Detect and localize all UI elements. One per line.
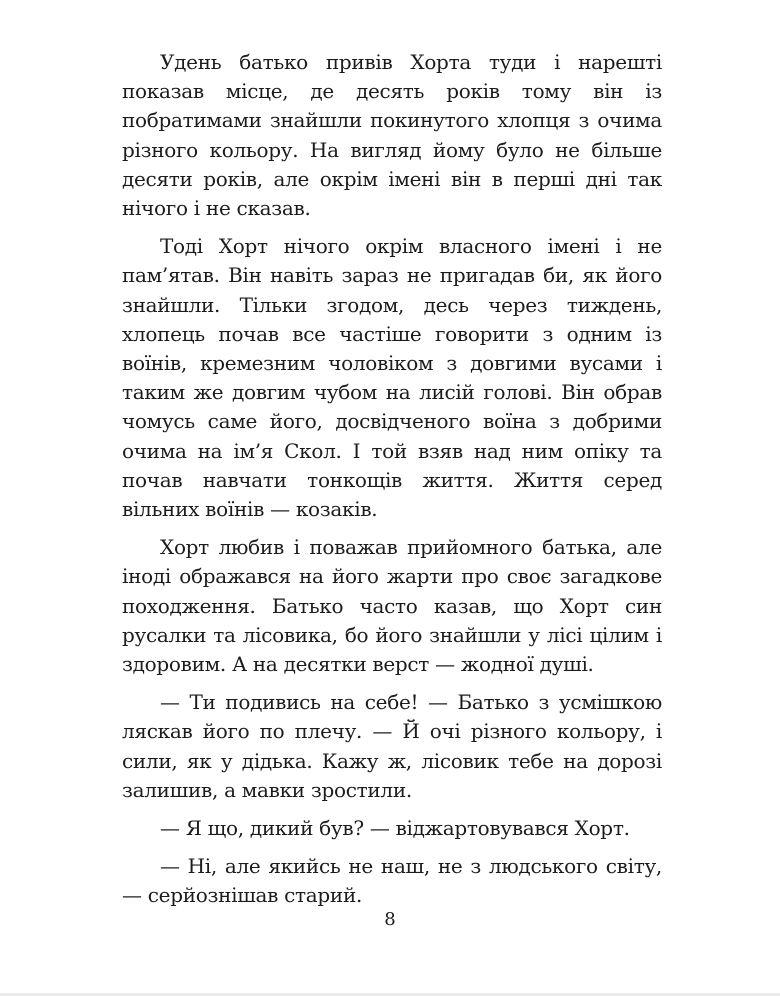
body-text	[122, 48, 662, 920]
paragraph-5-dialogue: — Я що, дикий був? — віджартовувався Хорт.	[160, 816, 630, 841]
paragraph-1: Удень батько привів Хорта туди і нарешті показав місце, де десять років тому він із побратимами знайшли покинутого хлопця з очима різного кольору. На вигляд йому було не більше десяти років, але окрім імені він в перші дні так нічого і не сказав.	[122, 50, 662, 221]
paragraph-2: Тоді Хорт нічого окрім власного імені і не пам’ятав. Він навіть зараз не пригадав би, як його знайшли. Тільки згодом, десь через тиждень, хлопець почав все частіше говорити з одним із воїнів, кремезним чоловіком з довгими вусами і таким же довгим чубом на лисій голові. Він обрав чомусь саме його, досвідченого воїна з добрими очима на ім’я Скол. І той взяв над ним опіку та почав навчати тонкощів життя. Життя серед вільних воїнів — козаків.	[122, 234, 662, 522]
paragraph-6-dialogue: — Ні, але якийсь не наш, не з людського світу, — серйознішав старий.	[122, 854, 662, 908]
paragraph-4-dialogue: — Ти подивись на себе! — Батько з усмішкою ляскав його по плечу. — Й очі різного кольору, і сили, як у дідька. Кажу ж, лісовик тебе на дорозі залишив, а мавки зростили.	[122, 690, 662, 802]
paragraph-3: Хорт любив і поважав прийомного батька, але іноді ображався на його жарти про своє загадкове походження. Батько часто казав, що Хорт син русалки та лісовика, бо його знайшли у лісі цілим і здоровим. А на десятки верст — жодної душі.	[122, 535, 662, 677]
page-number: 8	[384, 909, 396, 930]
